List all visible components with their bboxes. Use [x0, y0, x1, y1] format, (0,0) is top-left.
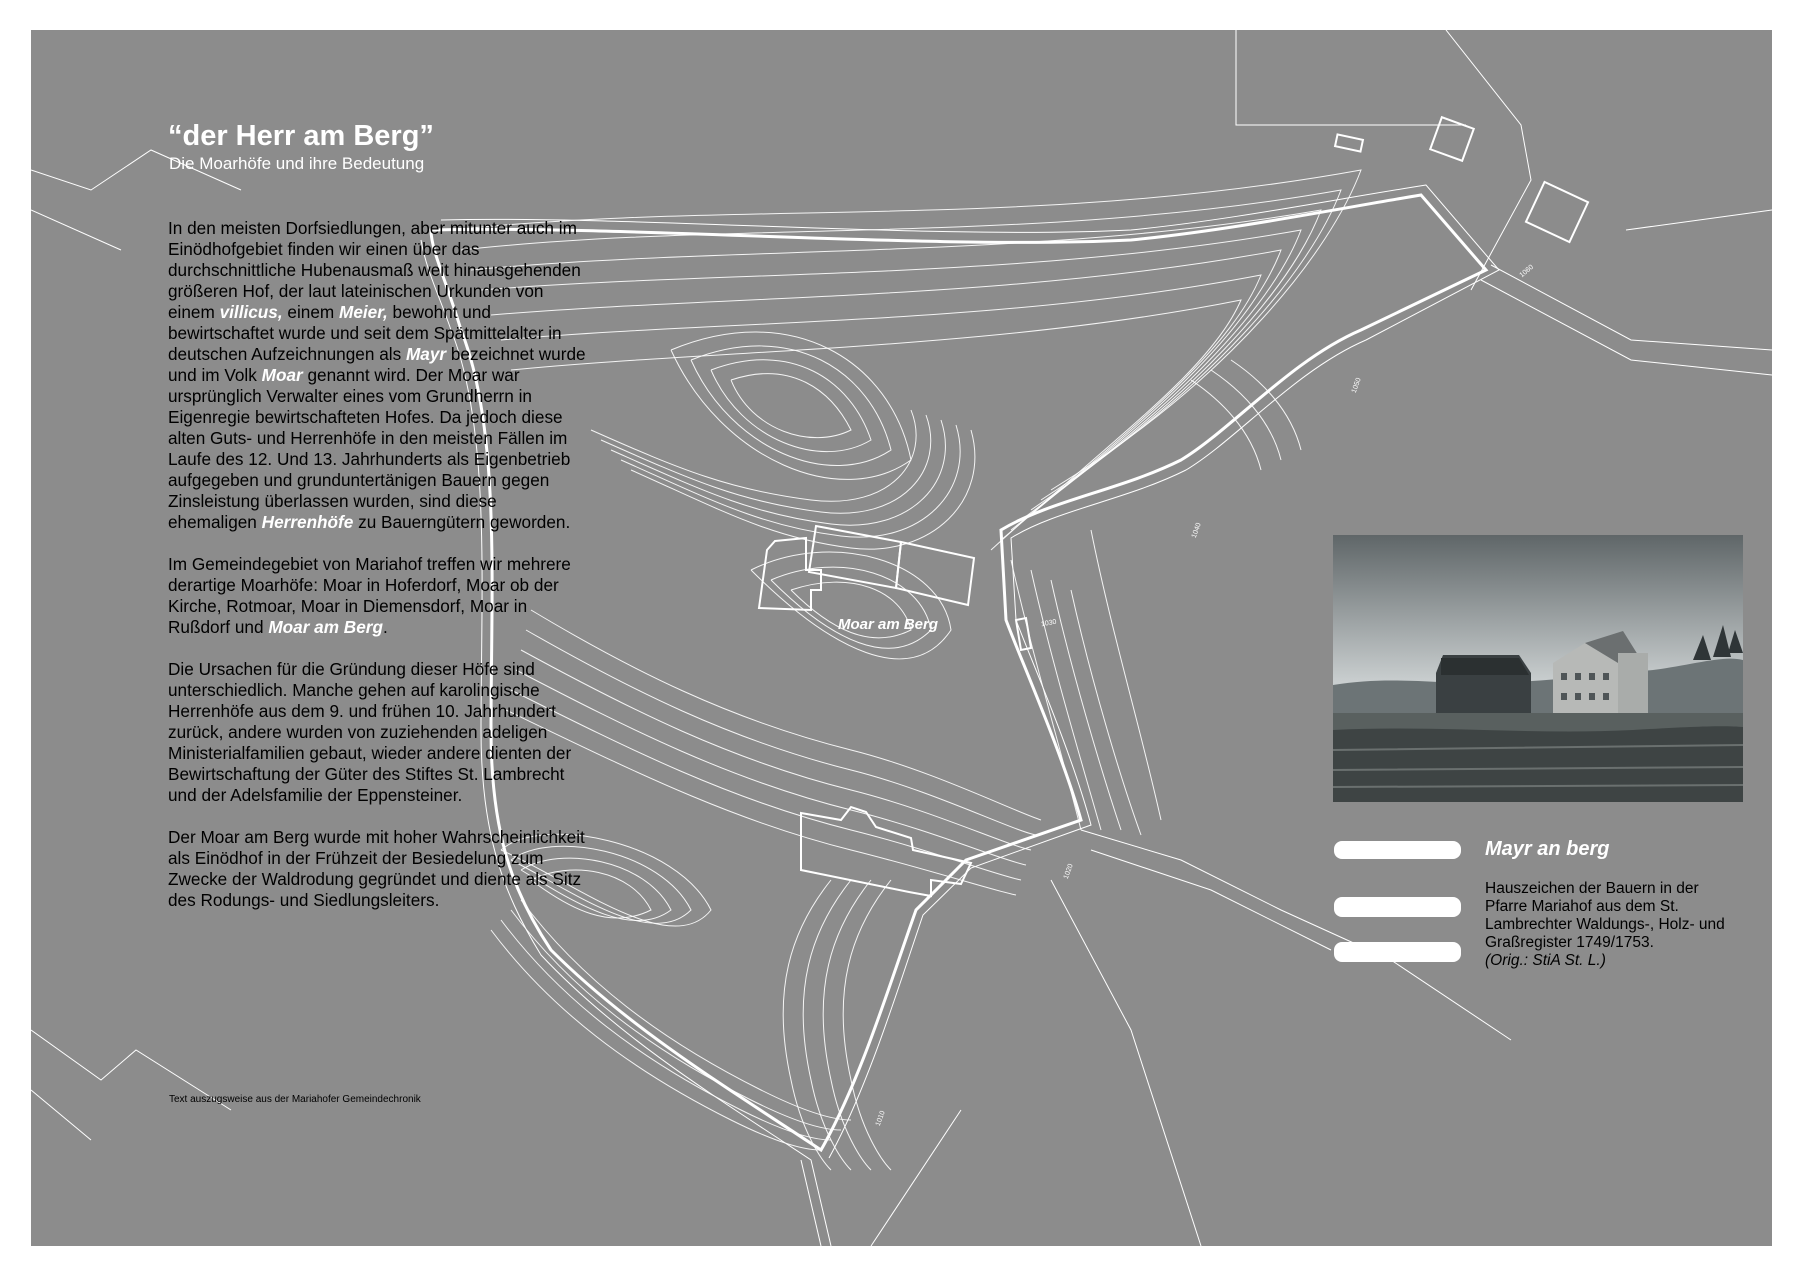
text-segment: einem: [282, 302, 340, 322]
highlighted-term: villicus,: [219, 302, 283, 322]
legend-line-hauszeichen-1: [1334, 897, 1461, 917]
text-segment: genannt wird. Der Moar war ursprünglich Verwalter eines vom Grundherrn in Eigenregie bewirtschafteten Hofes. Da jedoch diese alten Guts- und Herrenhöfe in den meisten Fällen im Laufe des 12. Und 13. Jahrhunderts als Eigenbetrieb aufgegeben und grunduntertänigen Bauern gegen Zinsleistung überlassen wurden, sind diese ehemaligen: [168, 365, 571, 532]
legend-line-mayr: [1334, 841, 1461, 859]
legend-desc-line: Pfarre Mariahof aus dem St.: [1485, 898, 1679, 915]
text-segment: Im Gemeindegebiet von Mariahof treffen wir mehrere derartige Moarhöfe: Moar in Hoferdorf, Moar ob der Kirche, Rotmoar, Moar in Diemensdorf, Moar in Rußdorf und: [168, 554, 571, 637]
farm-photo: [1333, 535, 1743, 802]
legend-desc-line: Graßregister 1749/1753.: [1485, 934, 1654, 951]
highlighted-term: Moar: [261, 365, 303, 385]
text-segment: In den meisten Dorfsiedlungen, aber mitunter auch im Einödhofgebiet finden wir einen über das durchschnittliche Hubenausmaß weit hinausgehenden größeren Hof, der laut lateinischen Urkunden von einem: [168, 218, 581, 322]
legend-desc-line: Lambrechter Waldungs-, Holz- und: [1485, 916, 1725, 933]
highlighted-term: Meier,: [339, 302, 388, 322]
article-text: [168, 218, 588, 932]
poster-board: [31, 30, 1772, 1246]
highlighted-term: Herrenhöfe: [261, 512, 354, 532]
elevation-label: 1030: [1040, 618, 1058, 629]
elevation-label: 1060: [1518, 263, 1536, 280]
elevation-label: 1050: [1350, 376, 1363, 395]
legend-description: [1485, 880, 1772, 970]
page-subtitle: Die Moarhöfe und ihre Bedeutung: [169, 154, 425, 173]
source-credit: Text auszugsweise aus der Mariahofer Gemeindechronik: [169, 1094, 421, 1105]
highlighted-term: Mayr: [405, 344, 447, 364]
neighbor-buildings: [1335, 117, 1588, 242]
elevation-label: 1010: [874, 1109, 887, 1128]
legend-line-hauszeichen-2: [1334, 942, 1461, 962]
text-segment: Der Moar am Berg wurde mit hoher Wahrscheinlichkeit als Einödhof in der Frühzeit der Besiedelung zum Zwecke der Waldrodung gegründet und diente als Sitz des Rodungs- und Siedlungsleiters.: [168, 827, 585, 910]
elevation-label: 1020: [1062, 862, 1075, 881]
paragraph: [168, 659, 588, 806]
legend-desc-line: Hauszeichen der Bauern in der: [1485, 880, 1699, 897]
elevation-label: 1040: [1190, 521, 1203, 540]
legend-origin: (Orig.: StiA St. L.): [1485, 952, 1606, 969]
text-segment: bewohnt und bewirtschaftet wurde und seit dem Spätmittelalter in deutschen Aufzeichnungen als: [168, 302, 562, 364]
text-segment: Die Ursachen für die Gründung dieser Höfe sind unterschiedlich. Manche gehen auf karolingische Herrenhöfe aus dem 9. und frühen 10. Jahrhundert zurück, andere wurden von zuziehenden adeligen Ministerialfamilien gebaut, wieder andere dienten der Bewirtschaftung der Güter des Stiftes St. Lambrecht und der Adelsfamilie der Eppensteiner.: [168, 659, 572, 805]
text-segment: zu Bauerngütern geworden.: [353, 512, 571, 532]
text-segment: .: [382, 617, 388, 637]
farm-buildings: [759, 526, 1031, 896]
page-title: “der Herr am Berg”: [168, 120, 434, 152]
map-place-label: Moar am Berg: [838, 616, 939, 633]
highlighted-term: Moar am Berg: [268, 617, 383, 637]
paragraph: [168, 554, 588, 638]
legend-title: Mayr an berg: [1485, 838, 1610, 860]
paragraph: [168, 218, 588, 533]
text-segment: bezeichnet wurde und im Volk: [168, 344, 586, 385]
paragraph: [168, 827, 588, 911]
